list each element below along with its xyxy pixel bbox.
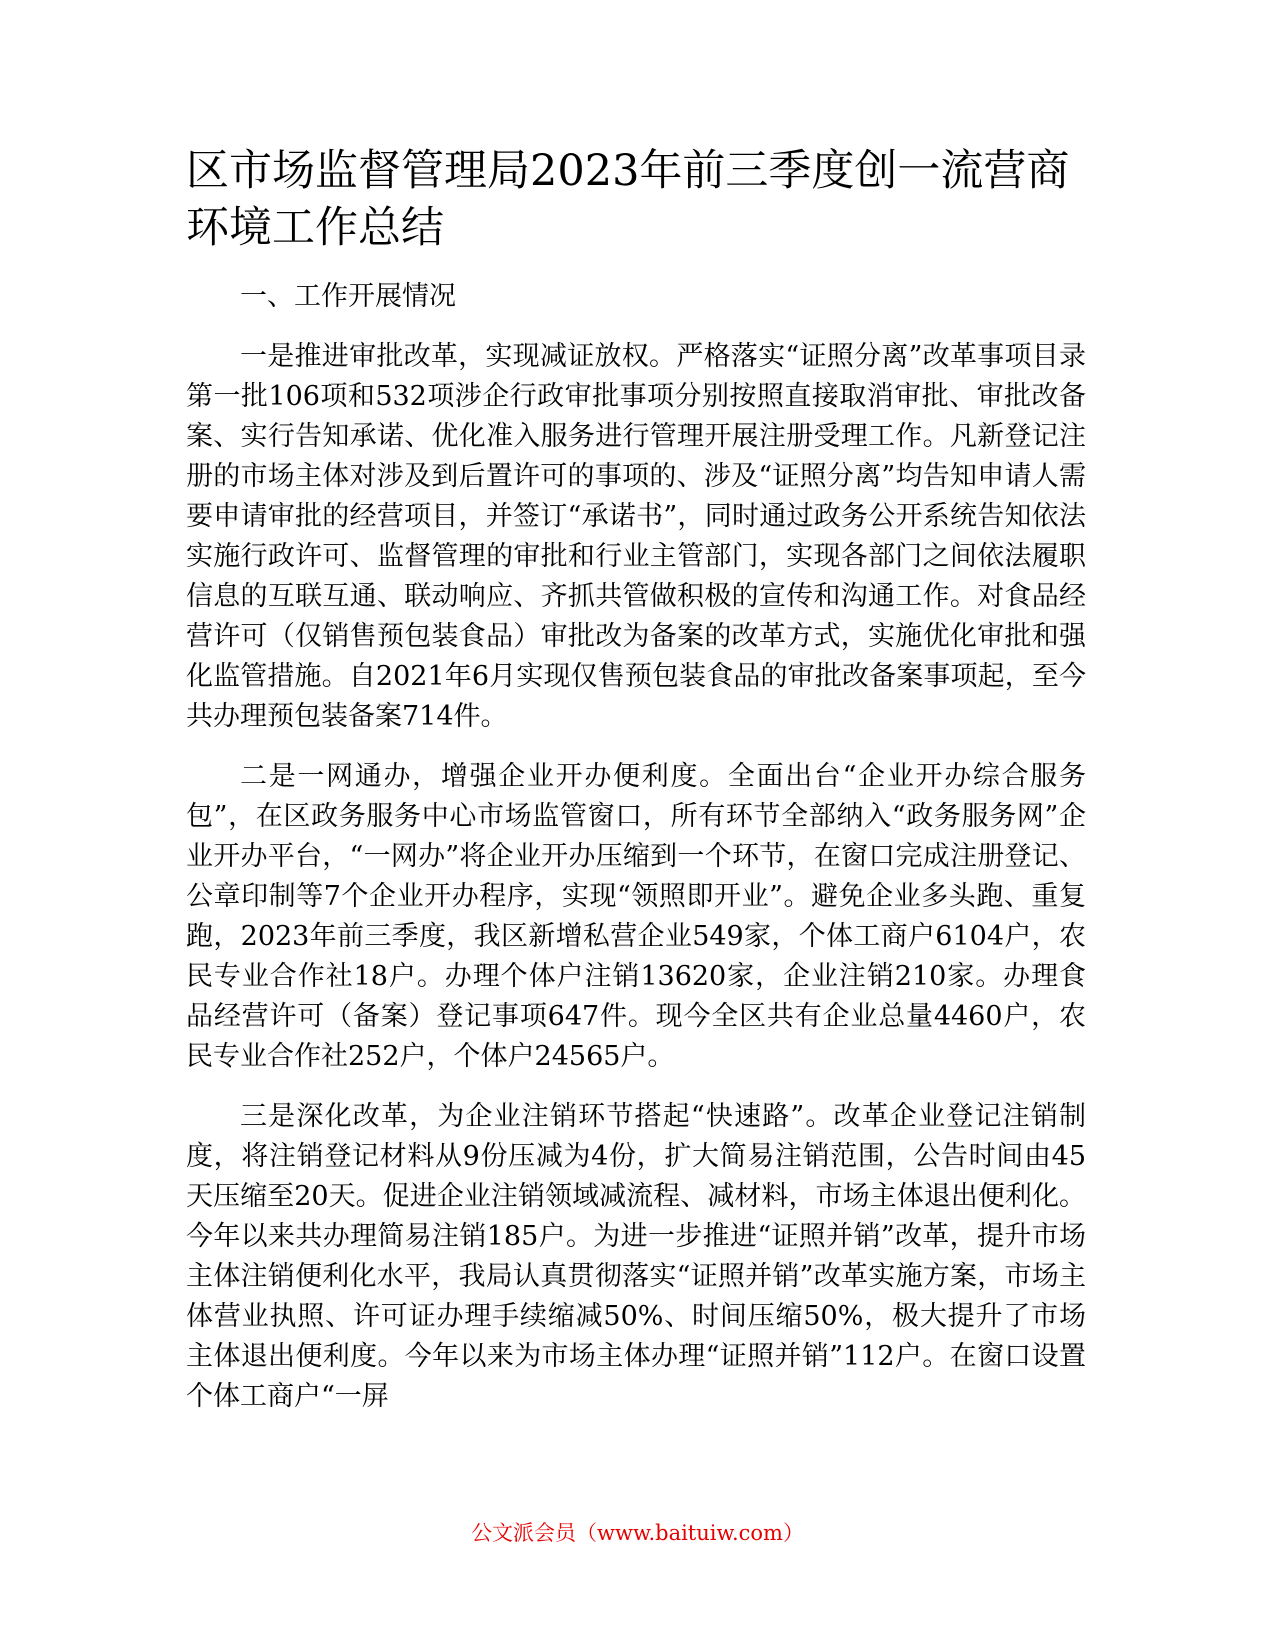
document-body bbox=[186, 143, 1086, 1437]
paragraph-deregistration: 三是深化改革，为企业注销环节搭起“快速路”。改革企业登记注销制度，将注销登记材料从9份压减为4份，扩大简易注销范围，公告时间由45天压缩至20天。促进企业注销领域减流程、减材料，市场主体退出便利化。今年以来共办理简易注销185户。为进一步推进“证照并销”改革，提升市场主体注销便利化水平，我局认真贯彻落实“证照并销”改革实施方案，市场主体营业执照、许可证办理手续缩减50%、时间压缩50%，极大提升了市场主体退出便利度。今年以来为市场主体办理“证照并销”112户。在窗口设置个体工商户“一屏 bbox=[186, 1101, 1086, 1412]
paragraph-one-network: 二是一网通办，增强企业开办便利度。全面出台“企业开办综合服务包”，在区政务服务中心市场监管窗口，所有环节全部纳入“政务服务网”企业开办平台，“一网办”将企业开办压缩到一个环节，在窗口完成注册登记、公章印制等7个企业开办程序，实现“领照即开业”。避免企业多头跑、重复跑，2023年前三季度，我区新增私营企业549家，个体工商户6104户，农民专业合作社18户。办理个体户注销13620家，企业注销210家。办理食品经营许可（备案）登记事项647件。现今全区共有企业总量4460户，农民专业合作社252户，个体户24565户。 bbox=[186, 761, 1086, 1072]
paragraph-approval-reform: 一是推进审批改革，实现减证放权。严格落实“证照分离”改革事项目录第一批106项和532项涉企行政审批事项分别按照直接取消审批、审批改备案、实行告知承诺、优化准入服务进行管理开展注册受理工作。凡新登记注册的市场主体对涉及到后置许可的事项的、涉及“证照分离”均告知申请人需要申请审批的经营项目，并签订“承诺书”，同时通过政务公开系统告知依法实施行政许可、监督管理的审批和行业主管部门，实现各部门之间依法履职信息的互联互通、联动响应、齐抓共管做积极的宣传和沟通工作。对食品经营许可（仅销售预包装食品）审批改为备案的改革方式，实施优化审批和强化监管措施。自2021年6月实现仅售预包装食品的审批改备案事项起，至今共办理预包装备案714件。 bbox=[186, 341, 1086, 732]
document-title: 区市场监督管理局2023年前三季度创一流营商环境工作总结 bbox=[186, 146, 1070, 253]
section-heading: 一、工作开展情况 bbox=[240, 281, 456, 312]
footer-watermark: 公文派会员（www.baituiw.com） bbox=[471, 1521, 804, 1545]
